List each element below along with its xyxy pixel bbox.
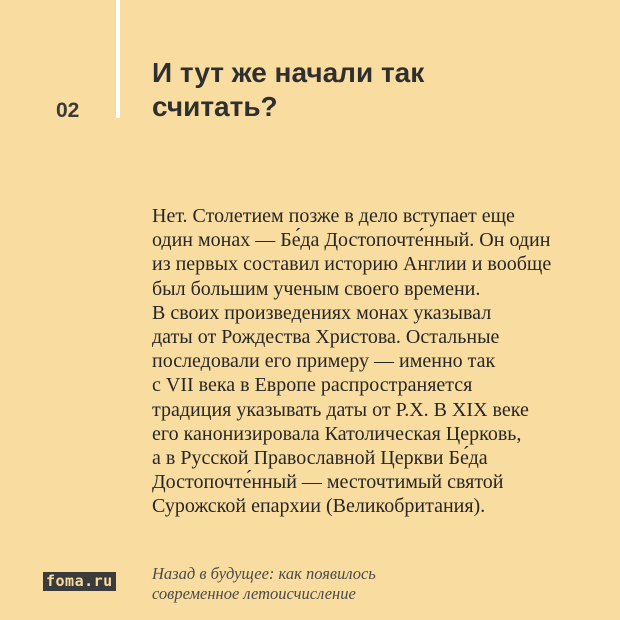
body-line: Нет. Столетием позже в дело вступает еще xyxy=(152,205,515,227)
foma-logo: foma.ru xyxy=(43,572,116,591)
slide-number: 02 xyxy=(56,99,80,122)
body-line: был большим ученым своего времени. xyxy=(152,277,481,300)
body-line: Сурожской епархии (Великобритания). xyxy=(152,495,486,518)
slide-heading xyxy=(152,56,572,124)
body-line: из первых составил историю Англии и вообще xyxy=(152,253,552,276)
body-line: последовали его примеру — именно так xyxy=(152,350,496,373)
heading-line: считать? xyxy=(152,91,278,122)
body-paragraph xyxy=(152,204,602,519)
body-line: В своих произведениях монах указывал xyxy=(152,301,492,324)
series-title xyxy=(152,564,376,604)
series-title-line: Назад в будущее: как появилось xyxy=(152,564,376,583)
body-line: Достопочте́нный — месточтимый святой xyxy=(152,471,504,494)
body-line: а в Русской Православной Церкви Бе́да xyxy=(152,447,488,470)
decorative-vertical-line xyxy=(116,0,120,118)
body-line: с VII века в Европе распространяется xyxy=(152,374,473,397)
series-title-line: современное летоисчисление xyxy=(152,584,356,603)
body-line: его канонизировала Католическая Церковь, xyxy=(152,422,522,445)
body-line: один монах — Бе́да Достопочте́нный. Он один xyxy=(152,229,551,252)
body-line: даты от Рождества Христова. Остальные xyxy=(152,326,500,349)
body-line: традиция указывать даты от Р.Х. В XIX веке xyxy=(152,398,529,421)
heading-line: И тут же начали так xyxy=(152,57,425,88)
